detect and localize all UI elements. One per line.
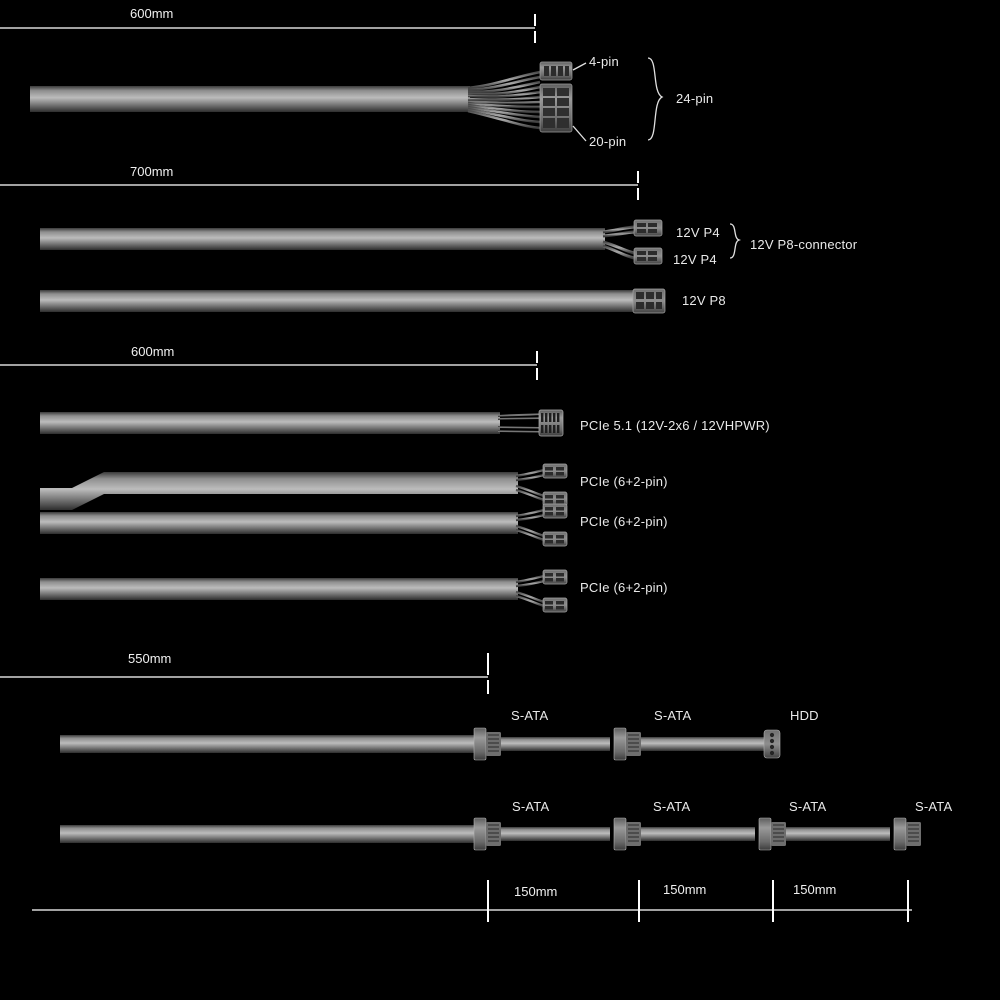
connector-label-12v-p8-connector: 12V P8-connector <box>750 237 858 252</box>
connector-label-sata-r2-1: S-ATA <box>512 799 550 814</box>
connector-label-sata-r2-2: S-ATA <box>653 799 691 814</box>
connector-label-hdd: HDD <box>790 708 819 723</box>
connector-label-sata-r1-2: S-ATA <box>654 708 692 723</box>
connector-label-12v-p4-a: 12V P4 <box>676 225 720 240</box>
connector-label-12v-p8: 12V P8 <box>682 293 726 308</box>
dimension-pcie-600mm: 600mm <box>131 344 175 359</box>
dimension-spacing-3: 150mm <box>793 882 837 897</box>
connector-label-20pin: 20-pin <box>589 134 627 149</box>
dimension-peripheral-550mm: 550mm <box>128 651 172 666</box>
dimension-cpu-700mm: 700mm <box>130 164 174 179</box>
connector-label-pcie-6plus2-2: PCIe (6+2-pin) <box>580 514 668 529</box>
connector-label-sata-r2-4: S-ATA <box>915 799 953 814</box>
dimension-atx-600mm: 600mm <box>130 6 174 21</box>
connector-label-sata-r2-3: S-ATA <box>789 799 827 814</box>
connector-label-12v-p4-b: 12V P4 <box>673 252 717 267</box>
dimension-spacing-1: 150mm <box>514 884 558 899</box>
connector-label-24pin: 24-pin <box>676 91 714 106</box>
connector-label-sata-r1-1: S-ATA <box>511 708 549 723</box>
connector-label-pcie-51: PCIe 5.1 (12V-2x6 / 12VHPWR) <box>580 418 770 433</box>
connector-label-pcie-6plus2-3: PCIe (6+2-pin) <box>580 580 668 595</box>
connector-label-pcie-6plus2-1: PCIe (6+2-pin) <box>580 474 668 489</box>
connector-label-4pin: 4-pin <box>589 54 619 69</box>
dimension-spacing-2: 150mm <box>663 882 707 897</box>
